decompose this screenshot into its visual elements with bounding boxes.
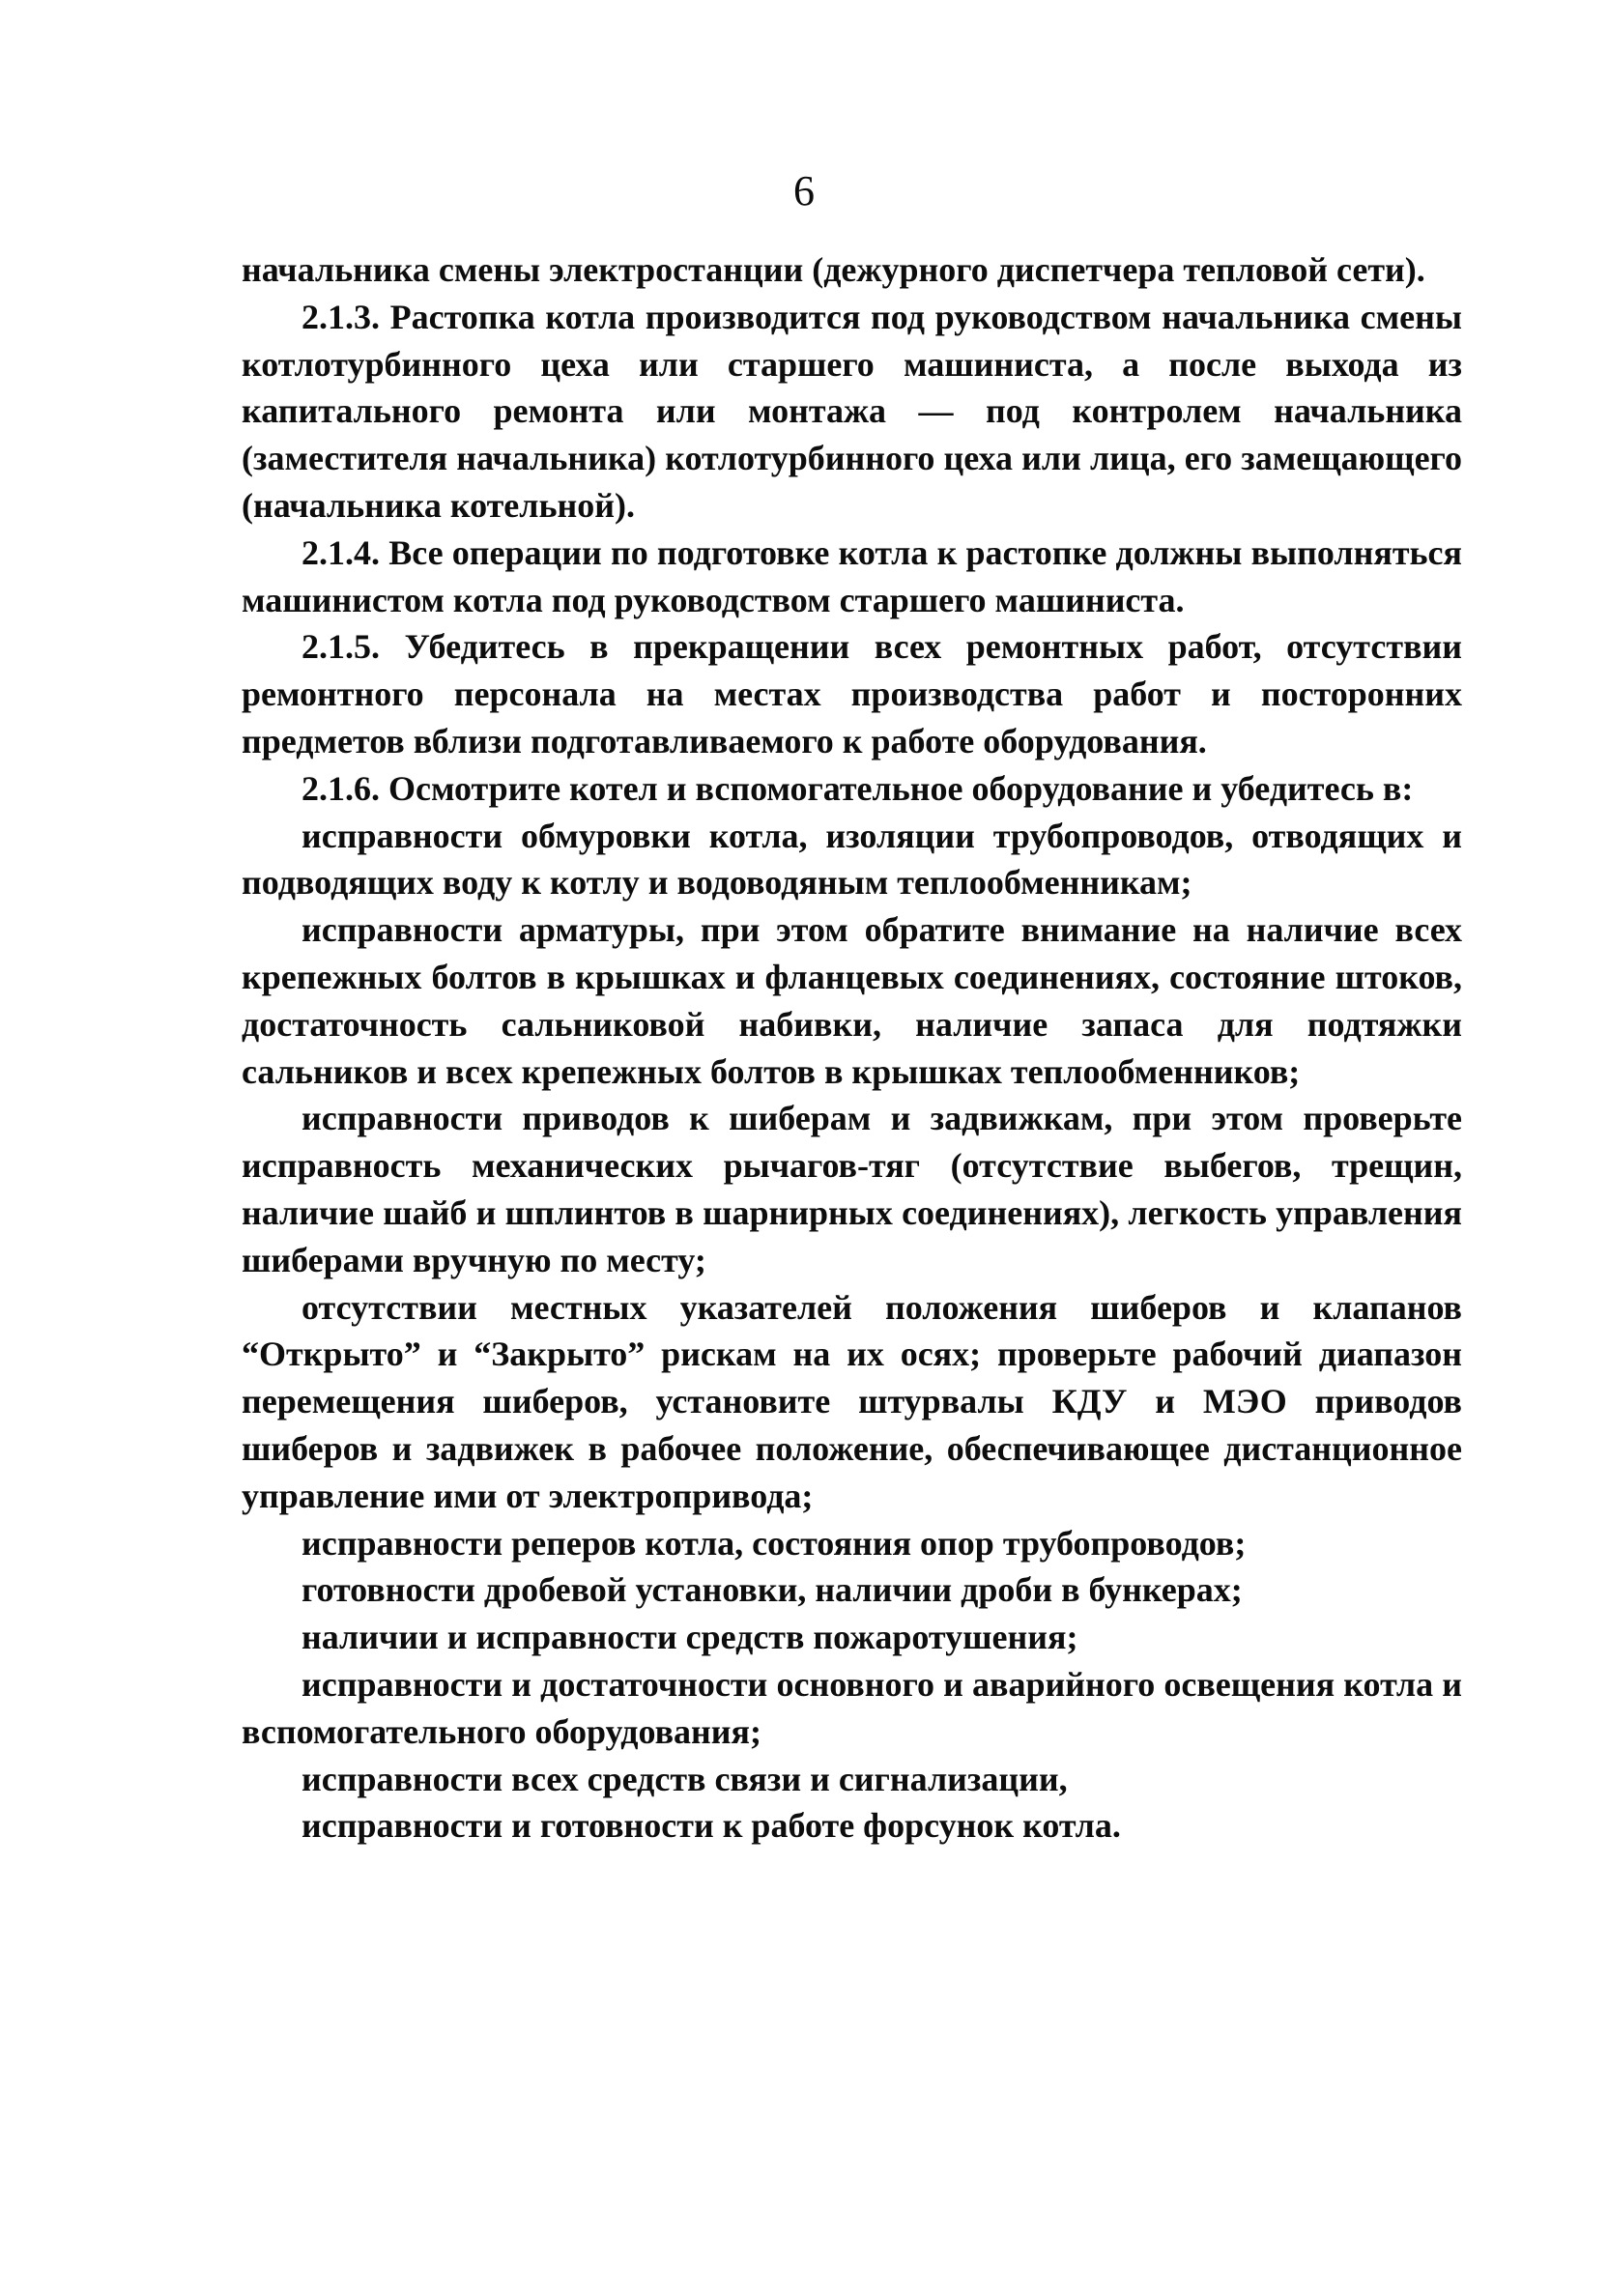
checklist-item: готовности дробевой установки, наличии дроби в бункерах;	[302, 1570, 1243, 1610]
paragraph-continuation: начальника смены электростанции (дежурного диспетчера тепловой сети).	[242, 250, 1425, 289]
paragraph-2-1-3: 2.1.3. Растопка котла производится под руководством начальника смены котлотурбинного цеха или старшего машиниста, а после выхода из капитального ремонта или монтажа — под контролем начальника (заместителя начальника) котлотурбинного цеха или лица, его замещающего (начальника котельной).	[242, 297, 1462, 525]
checklist-item: исправности обмуровки котла, изоляции трубопроводов, отводящих и подводящих воду к котлу и водоводяным теплообменникам;	[242, 816, 1462, 903]
checklist-item: исправности и готовности к работе форсунок котла.	[302, 1806, 1121, 1846]
document-body	[242, 246, 1462, 1850]
checklist-item: исправности приводов к шиберам и задвижкам, при этом проверьте исправность механических рычагов-тяг (отсутствие выбегов, трещин, наличие шайб и шплинтов в шарнирных соединениях), легкость управления шиберами вручную по месту;	[242, 1099, 1462, 1279]
paragraph-2-1-4: 2.1.4. Все операции по подготовке котла к растопке должны выполняться машинистом котла под руководством старшего машиниста.	[242, 532, 1462, 619]
page-number: 6	[793, 167, 815, 215]
checklist-item: отсутствии местных указателей положения шиберов и клапанов “Открыто” и “Закрыто” рискам на их осях; проверьте рабочий диапазон перемещения шиберов, установите штурвалы КДУ и МЭО приводов шиберов и задвижек в рабочее положение, обеспечивающее дистанционное управление ими от электропривода;	[242, 1287, 1462, 1515]
checklist-item: исправности и достаточности основного и аварийного освещения котла и вспомогательного оборудования;	[242, 1664, 1462, 1751]
checklist-item: исправности реперов котла, состояния опор трубопроводов;	[302, 1523, 1247, 1563]
paragraph-2-1-5: 2.1.5. Убедитесь в прекращении всех ремонтных работ, отсутствии ремонтного персонала на местах производства работ и посторонних предметов вблизи подготавливаемого к работе оборудования.	[242, 627, 1462, 761]
checklist-item: исправности всех средств связи и сигнализации,	[302, 1759, 1068, 1798]
paragraph-2-1-6: 2.1.6. Осмотрите котел и вспомогательное оборудование и убедитесь в:	[302, 768, 1414, 808]
checklist-item: наличии и исправности средств пожаротушения;	[302, 1618, 1078, 1657]
checklist-item: исправности арматуры, при этом обратите внимание на наличие всех крепежных болтов в крышках и фланцевых соединениях, состояние штоков, достаточность сальниковой набивки, наличие запаса для подтяжки сальников и всех крепежных болтов в крышках теплообменников;	[242, 910, 1462, 1091]
